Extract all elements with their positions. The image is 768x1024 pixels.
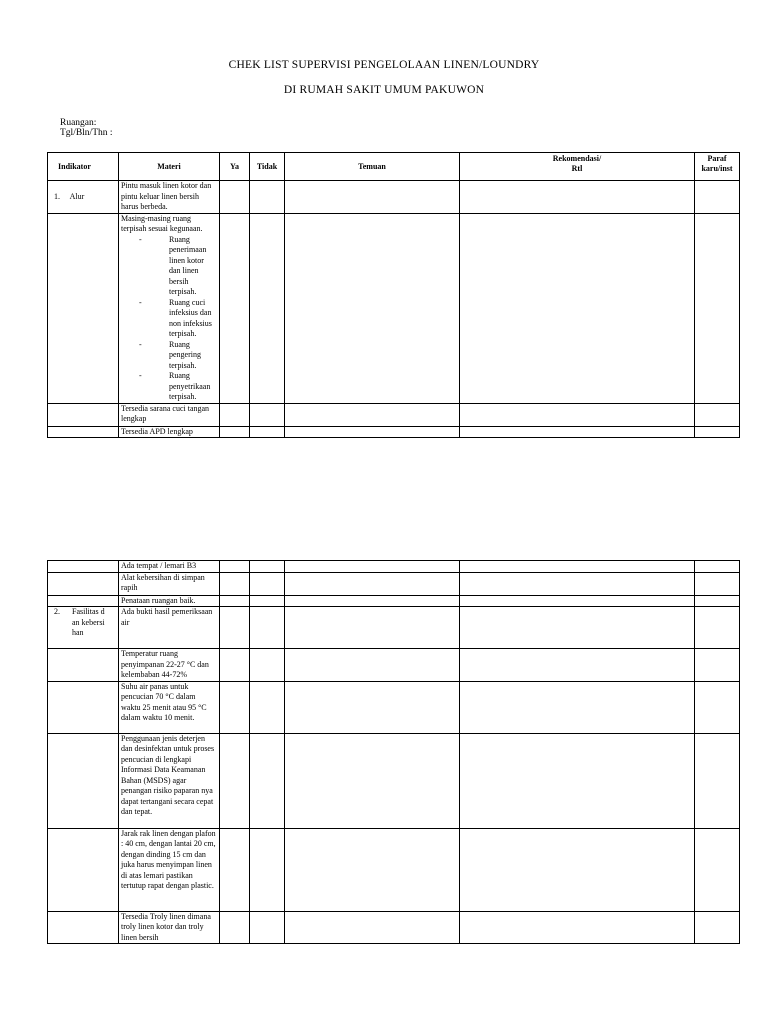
materi-cell: Temperatur ruang penyimpanan 22-27 °C dan kelembaban 44-72% [119,649,220,682]
header-tidak: Tidak [250,153,285,181]
indikator-cell [48,681,119,733]
materi-cell: Jarak rak linen dengan plafon : 40 cm, dengan lantai 20 cm, dengan dinding 15 cm dan juka harus menyimpan linen di atas lemari pastikan tertutup rapat dengan plastic. [119,828,220,911]
temuan-cell[interactable] [285,911,460,944]
materi-cell: Tersedia sarana cuci tangan lengkap [119,403,220,426]
rekomendasi-cell[interactable] [460,595,695,607]
document-subtitle: DI RUMAH SAKIT UMUM PAKUWON [283,84,485,96]
ya-cell[interactable] [220,595,250,607]
materi-cell: Suhu air panas untuk pencucian 70 °C dalam waktu 25 menit atau 95 °C dalam waktu 10 menit. [119,681,220,733]
indikator-cell [48,911,119,944]
indikator-label: Alur [69,191,85,201]
rekomendasi-cell[interactable] [460,572,695,595]
table-row [48,213,740,403]
rekomendasi-cell[interactable] [460,911,695,944]
ya-cell[interactable] [220,649,250,682]
table-header-row [48,153,740,181]
indikator-number: 2. [54,607,60,616]
header-materi: Materi [119,153,220,181]
indikator-cell [48,607,119,649]
header-paraf-line2: karu/inst [701,164,733,173]
tidak-cell[interactable] [250,561,285,573]
document-title: CHEK LIST SUPERVISI PENGELOLAAN LINEN/LOUNDRY [228,59,540,71]
paraf-cell[interactable] [695,828,740,911]
temuan-cell[interactable] [285,181,460,214]
rekomendasi-cell[interactable] [460,681,695,733]
temuan-cell[interactable] [285,561,460,573]
checklist-table-1 [47,152,740,438]
paraf-cell[interactable] [695,426,740,438]
temuan-cell[interactable] [285,649,460,682]
indikator-cell [48,649,119,682]
table-row [48,828,740,911]
list-item: - Ruang penyetrikaan terpisah. [121,371,217,403]
paraf-cell[interactable] [695,607,740,649]
list-item-text: Ruang cuci infeksius dan non infeksius terpisah. [169,297,212,338]
paraf-cell[interactable] [695,649,740,682]
rekomendasi-cell[interactable] [460,828,695,911]
temuan-cell[interactable] [285,681,460,733]
table-row [48,681,740,733]
list-item: - Ruang cuci infeksius dan non infeksius terpisah. [121,298,217,340]
tidak-cell[interactable] [250,403,285,426]
materi-cell: Tersedia Troly linen dimana troly linen kotor dan troly linen bersih [119,911,220,944]
materi-cell: Ada tempat / lemari B3 [119,561,220,573]
rekomendasi-cell[interactable] [460,426,695,438]
header-paraf-line1: Paraf [707,154,727,163]
materi-cell [119,213,220,403]
tidak-cell[interactable] [250,426,285,438]
tidak-cell[interactable] [250,595,285,607]
rekomendasi-cell[interactable] [460,649,695,682]
temuan-cell[interactable] [285,828,460,911]
paraf-cell[interactable] [695,681,740,733]
table-row [48,403,740,426]
indikator-cell [48,181,119,214]
ya-cell[interactable] [220,403,250,426]
paraf-cell[interactable] [695,595,740,607]
paraf-cell[interactable] [695,213,740,403]
paraf-cell[interactable] [695,572,740,595]
rekomendasi-cell[interactable] [460,607,695,649]
indikator-cell [48,561,119,573]
paraf-cell[interactable] [695,181,740,214]
tidak-cell[interactable] [250,681,285,733]
indikator-number: 1. [54,191,60,201]
header-indikator: Indikator [48,153,119,181]
ya-cell[interactable] [220,426,250,438]
rekomendasi-cell[interactable] [460,403,695,426]
temuan-cell[interactable] [285,213,460,403]
tidak-cell[interactable] [250,213,285,403]
table-row [48,733,740,828]
tidak-cell[interactable] [250,828,285,911]
temuan-cell[interactable] [285,595,460,607]
paraf-cell[interactable] [695,911,740,944]
materi-cell: Tersedia APD lengkap [119,426,220,438]
header-rekomendasi-line2: Rtl [571,164,583,173]
table-row [48,595,740,607]
ya-cell[interactable] [220,213,250,403]
paraf-cell[interactable] [695,733,740,828]
temuan-cell[interactable] [285,607,460,649]
rekomendasi-cell[interactable] [460,213,695,403]
materi-text: Masing-masing ruang terpisah sesuai kegunaan. [121,213,203,233]
ya-cell[interactable] [220,572,250,595]
tidak-cell[interactable] [250,911,285,944]
indikator-wrap [54,607,116,639]
rekomendasi-cell[interactable] [460,181,695,214]
header-rekomendasi [460,153,695,181]
ya-cell[interactable] [220,607,250,649]
table-row [48,649,740,682]
temuan-cell[interactable] [285,733,460,828]
tidak-cell[interactable] [250,181,285,214]
header-paraf [695,153,740,181]
indikator-cell [48,733,119,828]
table-row [48,181,740,214]
list-item: - Ruang pengering terpisah. [121,340,217,372]
list-item: - Ruang penerimaan linen kotor dan linen bersih terpisah. [121,235,217,298]
indikator-cell [48,828,119,911]
materi-cell: Penggunaan jenis deterjen dan desinfektan untuk proses pencucian di lengkapi Informasi Data Keamanan Bahan (MSDS) agar penangan risiko paparan nya dapat tertangani secara cepat dan tepat. [119,733,220,828]
ya-cell[interactable] [220,828,250,911]
tanggal-label: Tgl/Bln/Thn : [60,128,113,138]
rekomendasi-cell[interactable] [460,733,695,828]
rekomendasi-cell[interactable] [460,561,695,573]
header-ya: Ya [220,153,250,181]
table-row [48,607,740,649]
ya-cell[interactable] [220,181,250,214]
table-row [48,561,740,573]
materi-cell: Penataan ruangan baik. [119,595,220,607]
table-row [48,911,740,944]
ya-cell[interactable] [220,561,250,573]
indikator-cell [48,213,119,403]
materi-cell: Pintu masuk linen kotor dan pintu keluar linen bersih harus berbeda. [119,181,220,214]
table-row [48,572,740,595]
temuan-cell[interactable] [285,426,460,438]
materi-cell: Alat kebersihan di simpan rapih [119,572,220,595]
temuan-cell[interactable] [285,572,460,595]
tidak-cell[interactable] [250,733,285,828]
ya-cell[interactable] [220,681,250,733]
list-item-text: Ruang penyetrikaan terpisah. [169,371,211,401]
indikator-cell [48,595,119,607]
table-row [48,426,740,438]
ya-cell[interactable] [220,911,250,944]
materi-cell: Ada bukti hasil pemeriksaan air [119,607,220,649]
indikator-cell [48,403,119,426]
indikator-cell [48,426,119,438]
paraf-cell[interactable] [695,403,740,426]
ruangan-label: Ruangan: [60,118,97,128]
tidak-cell[interactable] [250,572,285,595]
tidak-cell[interactable] [250,607,285,649]
list-item-text: Ruang pengering terpisah. [169,339,201,370]
indikator-cell [48,572,119,595]
indikator-label: Fasilitas dan kebersihan [72,607,105,637]
ya-cell[interactable] [220,733,250,828]
paraf-cell[interactable] [695,561,740,573]
checklist-table-2 [47,560,740,944]
header-rekomendasi-line1: Rekomendasi/ [552,154,602,163]
header-temuan: Temuan [285,153,460,181]
temuan-cell[interactable] [285,403,460,426]
list-item-text: Ruang penerimaan linen kotor dan linen bersih terpisah. [169,234,207,296]
tidak-cell[interactable] [250,649,285,682]
